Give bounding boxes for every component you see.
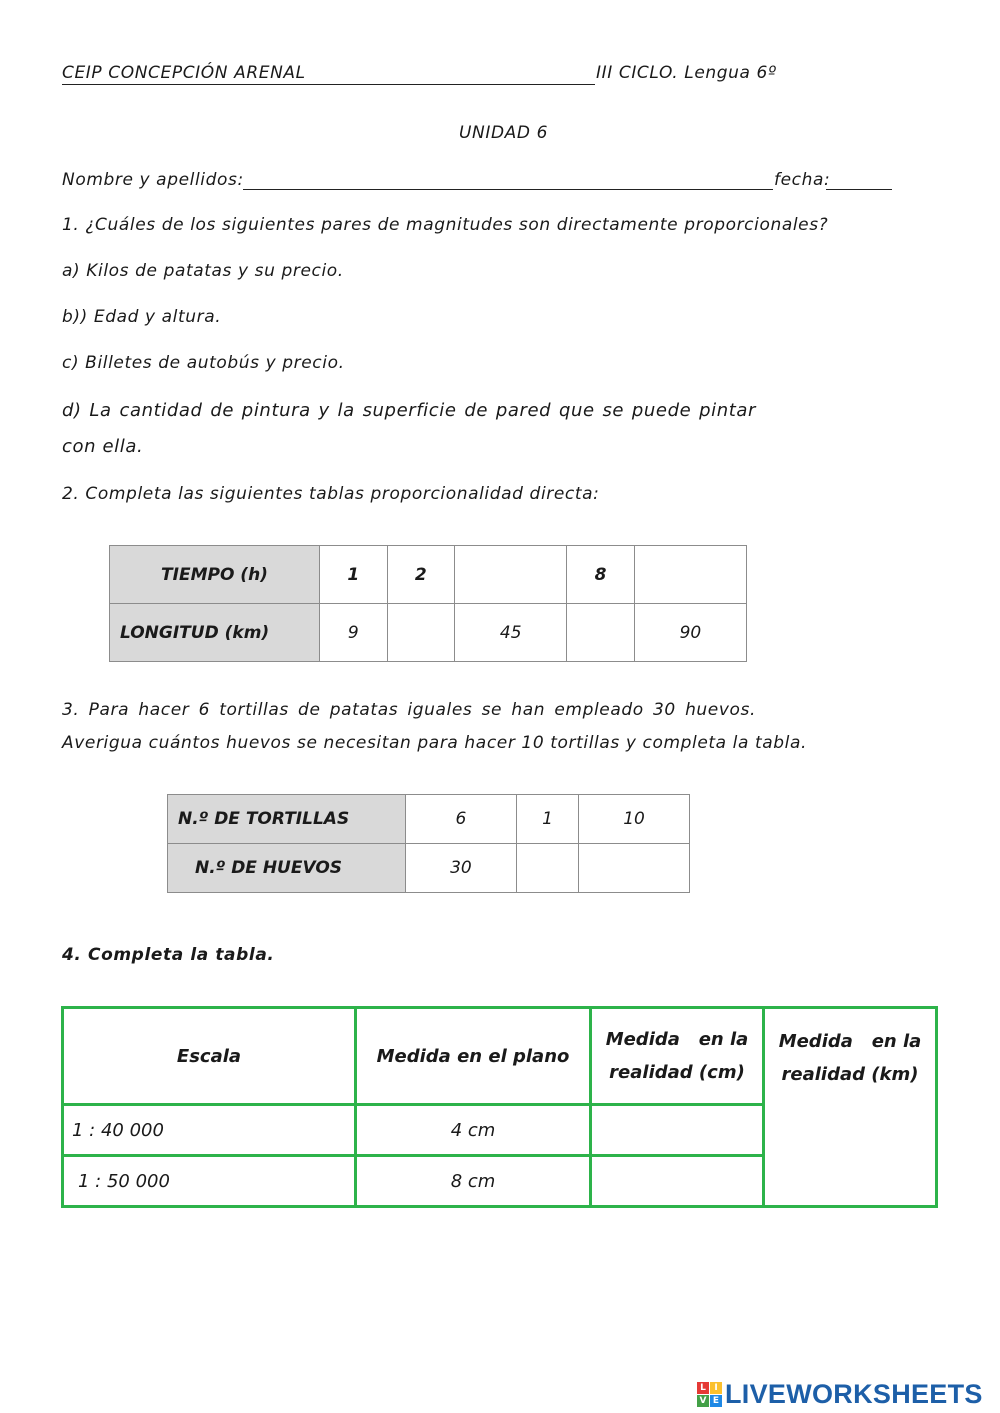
length-cell: 90 xyxy=(634,604,746,662)
eggs-header: N.º DE HUEVOS xyxy=(168,844,406,893)
tortillas-cell: 10 xyxy=(579,795,690,844)
q3-line2: Averigua cuántos huevos se necesitan para hacer 10 tortillas y completa la tabla. xyxy=(62,733,808,753)
time-header: TIEMPO (h) xyxy=(110,546,320,604)
scale-header: Escala xyxy=(63,1008,356,1105)
time-cell: 1 xyxy=(320,546,388,604)
time-cell: 8 xyxy=(567,546,635,604)
scale-cell: 1 : 40 000 xyxy=(63,1105,356,1156)
q1-option-d-line1: d) La cantidad de pintura y la superficie de pared que se puede pintar xyxy=(62,400,756,421)
real-km-header-line2: realidad (km) xyxy=(781,1064,919,1085)
eggs-cell-blank[interactable] xyxy=(579,844,690,893)
map-measure-cell: 4 cm xyxy=(356,1105,591,1156)
real-cm-cell-blank[interactable] xyxy=(591,1156,764,1207)
map-measure-cell: 8 cm xyxy=(356,1156,591,1207)
school-name: CEIP CONCEPCIÓN ARENAL xyxy=(62,63,306,83)
date-field[interactable] xyxy=(826,189,892,190)
real-km-header xyxy=(764,1008,937,1207)
scale-table xyxy=(61,1006,938,1208)
course-label: III CICLO. Lengua 6º xyxy=(596,63,777,83)
time-length-table xyxy=(109,545,747,662)
unit-title: UNIDAD 6 xyxy=(459,123,549,143)
q1-option-a: a) Kilos de patatas y su precio. xyxy=(62,261,344,281)
time-cell-blank[interactable] xyxy=(455,546,567,604)
time-cell: 2 xyxy=(387,546,455,604)
real-km-header-line1: Medida en la xyxy=(778,1031,922,1052)
liveworksheets-logo[interactable] xyxy=(697,1378,983,1410)
logo-text: LIVEWORKSHEETS xyxy=(725,1378,983,1409)
logo-letter: E xyxy=(710,1395,722,1407)
length-cell-blank[interactable] xyxy=(567,604,635,662)
eggs-cell: 30 xyxy=(406,844,517,893)
q1-option-b: b)) Edad y altura. xyxy=(62,307,222,327)
real-cm-header xyxy=(591,1008,764,1105)
logo-letter: L xyxy=(697,1382,709,1394)
eggs-cell-blank[interactable] xyxy=(516,844,578,893)
q4-question: 4. Completa la tabla. xyxy=(62,945,275,965)
length-cell: 9 xyxy=(320,604,388,662)
scale-cell: 1 : 50 000 xyxy=(63,1156,356,1207)
name-label: Nombre y apellidos: xyxy=(62,170,244,190)
length-cell: 45 xyxy=(455,604,567,662)
q2-question: 2. Completa las siguientes tablas proporcionalidad directa: xyxy=(62,484,600,504)
tortillas-cell: 1 xyxy=(516,795,578,844)
real-cm-header-line1: Medida en la xyxy=(605,1029,749,1050)
q1-option-c: c) Billetes de autobús y precio. xyxy=(62,353,345,373)
real-cm-cell-blank[interactable] xyxy=(591,1105,764,1156)
q1-question: 1. ¿Cuáles de los siguientes pares de magnitudes son directamente proporcionales? xyxy=(62,215,829,235)
date-label: fecha: xyxy=(774,170,831,190)
logo-letter: I xyxy=(710,1382,722,1394)
logo-letter: V xyxy=(697,1395,709,1407)
logo-mark-icon xyxy=(697,1382,722,1407)
header-underline xyxy=(62,84,595,85)
map-measure-header: Medida en el plano xyxy=(356,1008,591,1105)
tortillas-cell: 6 xyxy=(406,795,517,844)
length-cell-blank[interactable] xyxy=(387,604,455,662)
real-cm-header-line2: realidad (cm) xyxy=(609,1062,745,1083)
name-field[interactable] xyxy=(243,189,773,190)
tortillas-eggs-table xyxy=(167,794,690,893)
q3-line1: 3. Para hacer 6 tortillas de patatas iguales se han empleado 30 huevos. xyxy=(62,700,756,720)
q1-option-d-line2: con ella. xyxy=(62,436,144,457)
length-header: LONGITUD (km) xyxy=(110,604,320,662)
time-cell-blank[interactable] xyxy=(634,546,746,604)
tortillas-header: N.º DE TORTILLAS xyxy=(168,795,406,844)
